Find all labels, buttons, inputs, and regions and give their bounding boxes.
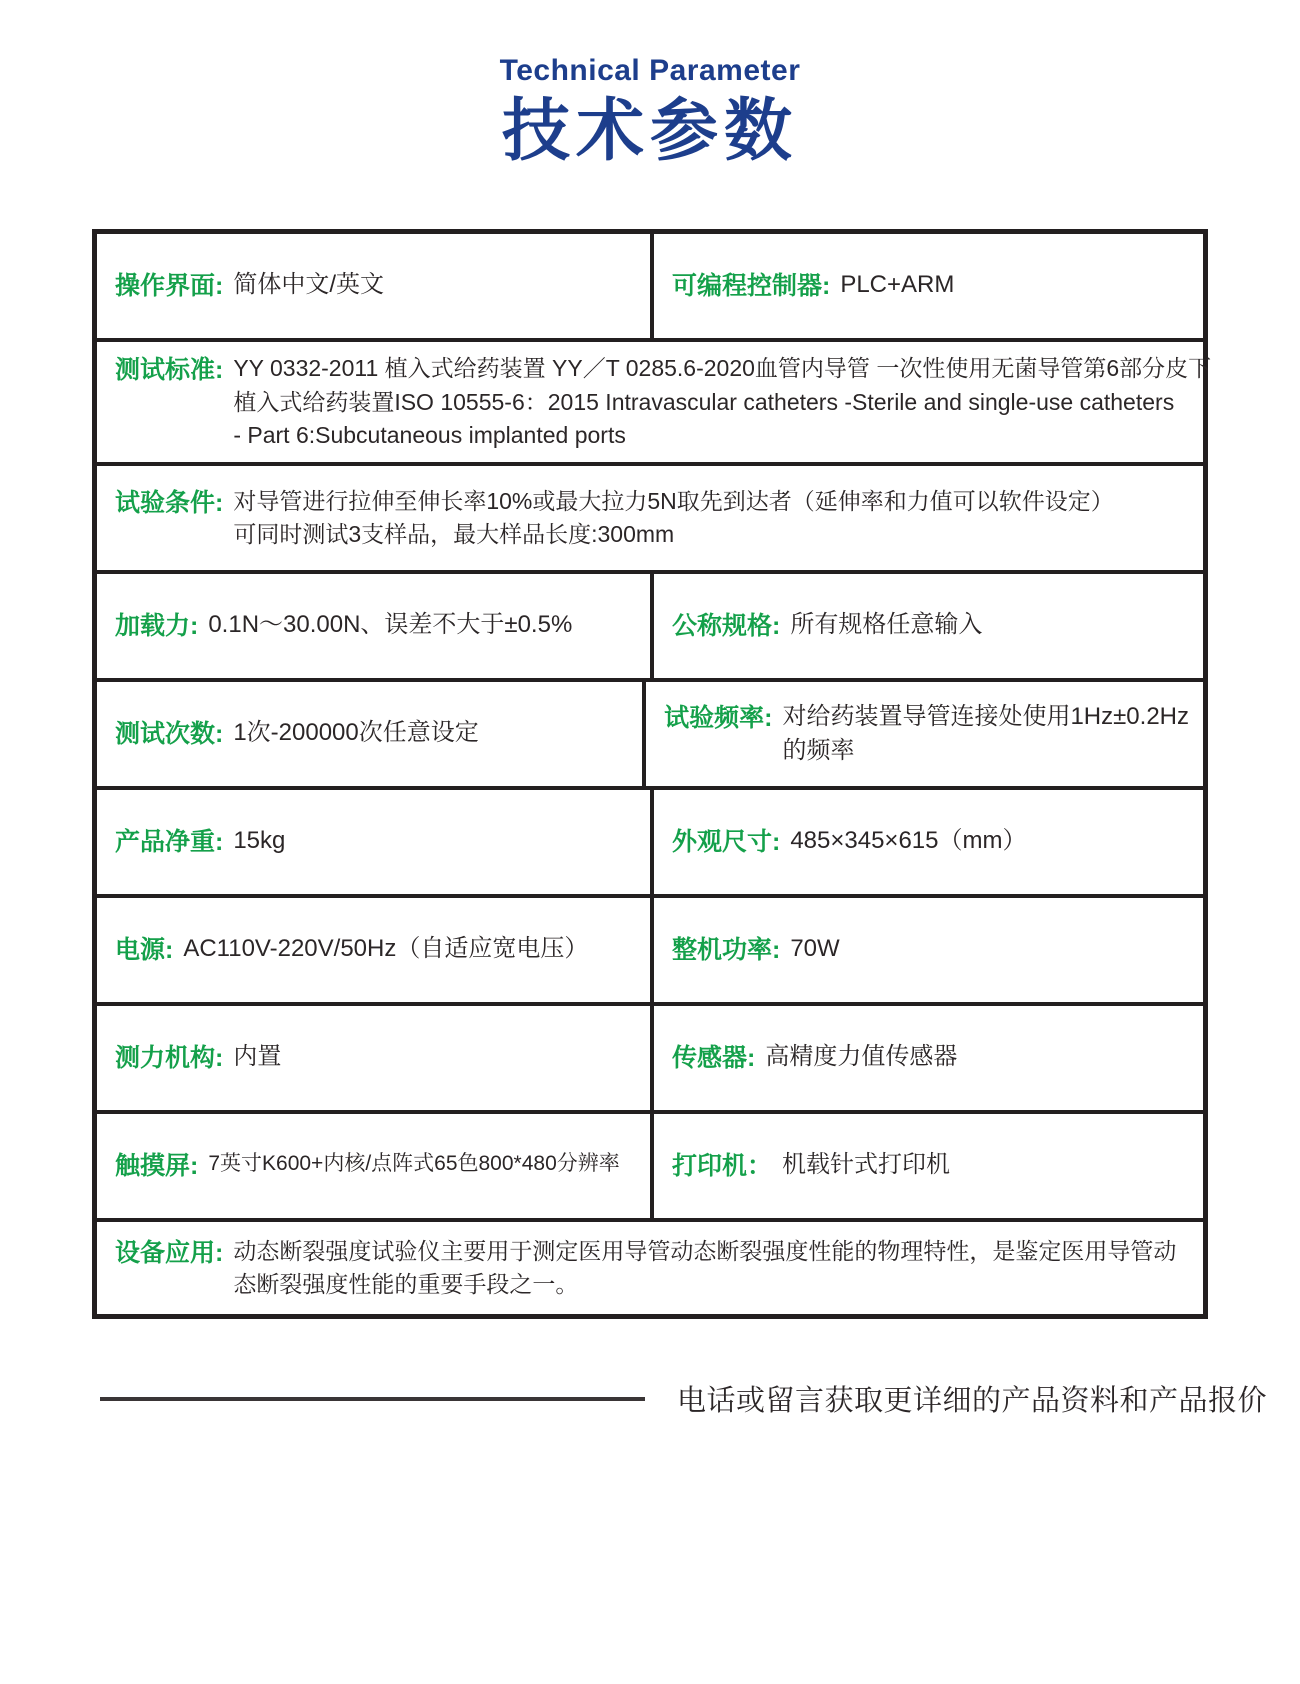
param-value: 0.1N～30.00N、误差不大于±0.5%	[208, 611, 573, 639]
cell-test-standard	[97, 342, 1225, 462]
param-value-line: 的频率	[782, 737, 855, 765]
subtitle-en: Technical Parameter	[499, 54, 801, 87]
param-label: 电源:	[115, 936, 174, 965]
param-value-line: 对给药装置导管连接处使用1Hz±0.2Hz	[782, 702, 1189, 730]
param-label: 传感器:	[672, 1044, 756, 1073]
param-value-line: 可同时测试3支样品，最大样品长度:300mm	[233, 521, 675, 548]
param-label: 整机功率:	[672, 936, 781, 965]
param-value-line: - Part 6:Subcutaneous implanted ports	[233, 422, 626, 449]
cell-test-count	[97, 682, 642, 786]
param-label: 试验条件:	[115, 489, 224, 518]
param-value: AC110V-220V/50Hz（自适应宽电压）	[183, 935, 589, 963]
page-header	[0, 0, 1300, 167]
param-value: 所有规格任意输入	[790, 611, 983, 639]
param-value: 简体中文/英文	[233, 271, 384, 299]
cell-power-supply	[97, 898, 650, 1002]
cell-application	[97, 1222, 1203, 1314]
table-row	[97, 1110, 1203, 1218]
param-label: 可编程控制器:	[672, 272, 831, 301]
param-value-line: 对导管进行拉伸至伸长率10%或最大拉力5N取先到达者（延伸率和力值可以软件设定）	[233, 488, 1114, 515]
param-label: 公称规格:	[672, 612, 781, 641]
table-row	[97, 1002, 1203, 1110]
cell-dimensions	[650, 790, 1203, 894]
param-label: 加载力:	[115, 612, 199, 641]
table-row	[97, 338, 1212, 462]
cell-load-force	[97, 574, 650, 678]
param-label: 设备应用:	[115, 1239, 224, 1268]
param-value: 70W	[790, 935, 840, 963]
cell-total-power	[650, 898, 1203, 1002]
param-label: 打印机：	[672, 1152, 773, 1181]
param-label: 测试标准:	[115, 356, 224, 385]
cell-test-frequency	[642, 682, 1203, 786]
param-value-line: 态断裂强度性能的重要手段之一。	[233, 1271, 579, 1298]
param-value: 485×345×615（mm）	[790, 827, 1027, 855]
cell-printer	[650, 1114, 1203, 1218]
table-row	[97, 894, 1203, 1002]
param-label: 测试次数:	[115, 720, 224, 749]
param-value: PLC+ARM	[840, 271, 955, 299]
param-label: 产品净重:	[115, 828, 224, 857]
param-value-line: 动态断裂强度试验仪主要用于测定医用导管动态断裂强度性能的物理特性，是鉴定医用导管动	[233, 1238, 1177, 1265]
table-row	[97, 786, 1203, 894]
param-label: 外观尺寸:	[672, 828, 781, 857]
table-row	[97, 234, 1203, 338]
table-row	[97, 1218, 1203, 1314]
cell-touch-screen	[97, 1114, 650, 1218]
cell-plc-controller	[650, 234, 1203, 338]
param-value: 内置	[233, 1043, 282, 1071]
table-row	[97, 570, 1203, 678]
cell-force-mechanism	[97, 1006, 650, 1110]
param-value: 1次-200000次任意设定	[233, 719, 479, 747]
param-value: 机载针式打印机	[782, 1151, 951, 1179]
spec-table	[92, 229, 1212, 1319]
param-value: 7英寸K600+内核/点阵式65色800*480分辨率	[208, 1152, 620, 1176]
param-label: 测力机构:	[115, 1044, 224, 1073]
param-label: 操作界面:	[115, 272, 224, 301]
table-row	[97, 462, 1203, 570]
cell-sensor	[650, 1006, 1203, 1110]
table-row	[97, 678, 1203, 786]
param-value-line: YY 0332-2011 植入式给药装置 YY／T 0285.6-2020血管内导管 一次性使用无菌导管第6部分皮下	[233, 355, 1212, 382]
footer-divider-line	[100, 1397, 645, 1401]
footer-contact-text: 电话或留言获取更详细的产品资料和产品报价	[677, 1385, 1268, 1417]
cell-test-condition	[97, 466, 1203, 570]
cell-operation-interface	[97, 234, 650, 338]
cell-nominal-spec	[650, 574, 1203, 678]
param-label: 试验频率:	[664, 703, 773, 732]
param-value: 15kg	[233, 827, 286, 855]
page-title: 技术参数	[501, 93, 798, 169]
page-footer	[0, 1378, 1300, 1419]
param-label: 触摸屏:	[115, 1152, 199, 1181]
param-value: 高精度力值传感器	[765, 1043, 958, 1071]
cell-net-weight	[97, 790, 650, 894]
param-value-line: 植入式给药装置ISO 10555-6：2015 Intravascular catheters -Sterile and single-use catheters	[233, 388, 1175, 415]
